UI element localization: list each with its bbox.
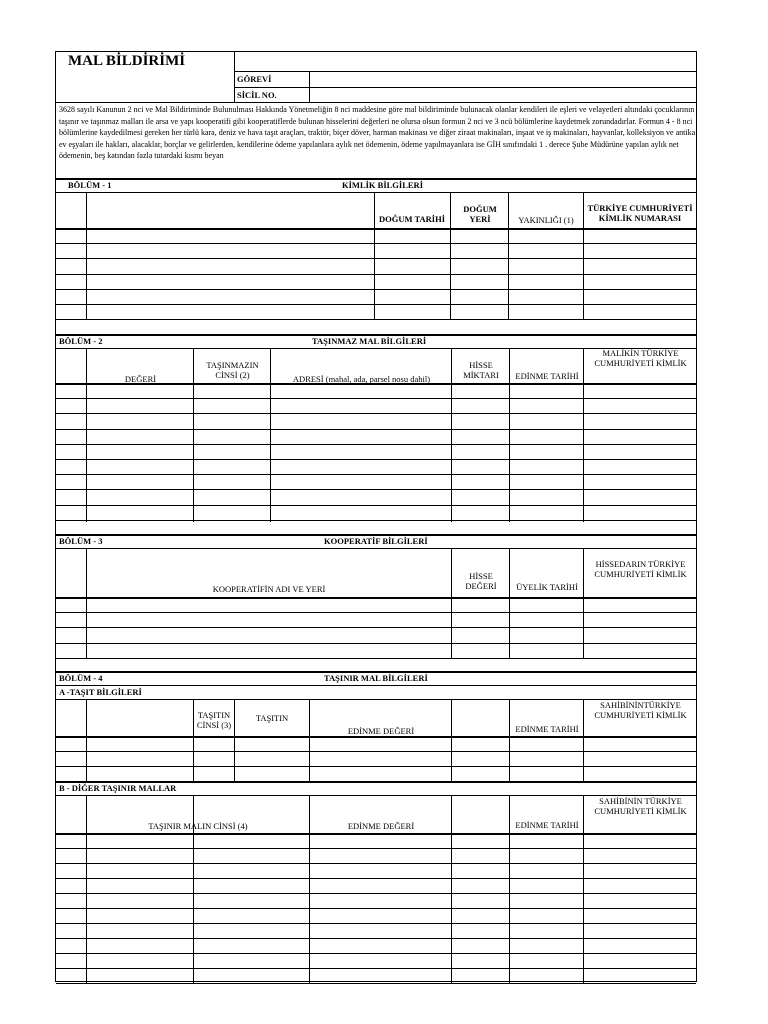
- sb-cell[interactable]: [584, 924, 695, 937]
- sb-cell[interactable]: [510, 909, 582, 922]
- s1-col-yakinligi: YAKINLIĞI (1): [518, 215, 574, 225]
- s3-cell[interactable]: [452, 598, 508, 611]
- section-4-title: TAŞINIR MAL BİLGİLERİ: [324, 673, 428, 683]
- s3-cell[interactable]: [57, 613, 85, 626]
- s2-cell[interactable]: [57, 399, 85, 412]
- s2-cell[interactable]: [452, 414, 508, 427]
- s1-cell[interactable]: [451, 229, 507, 242]
- sb-col-tasinir-cinsi: TAŞINIR MALIN CİNSİ (4): [148, 821, 248, 831]
- sb-cell[interactable]: [452, 879, 508, 892]
- s2-cell[interactable]: [87, 506, 192, 519]
- sb-cell[interactable]: [510, 834, 582, 847]
- sb-row-line: [56, 983, 696, 984]
- sb-cell[interactable]: [510, 894, 582, 907]
- s1-cell[interactable]: [451, 259, 507, 272]
- s2-cell[interactable]: [87, 490, 192, 503]
- sb-cell[interactable]: [452, 894, 508, 907]
- s3-cell[interactable]: [510, 613, 582, 626]
- sb-cell[interactable]: [87, 834, 192, 847]
- section-2-title: TAŞINMAZ MAL BİLGİLERİ: [312, 336, 427, 346]
- sb-col-edinme-degeri: EDİNME DEĞERİ: [347, 821, 415, 831]
- s1-cell[interactable]: [584, 290, 695, 303]
- sa-cell[interactable]: [194, 752, 233, 765]
- section-3-title: KOOPERATİF BİLGİLERİ: [324, 536, 428, 546]
- sb-cell[interactable]: [510, 924, 582, 937]
- s3-cell[interactable]: [57, 644, 85, 657]
- s2-col-tasinmaz-cinsi: TAŞINMAZIN CİNSİ (2): [206, 360, 259, 380]
- sb-cell[interactable]: [584, 969, 695, 982]
- sa-cell[interactable]: [57, 767, 85, 780]
- sa-cell[interactable]: [584, 752, 695, 765]
- sb-cell[interactable]: [87, 909, 192, 922]
- s2-cell[interactable]: [510, 384, 582, 397]
- sa-col-tasitin: TAŞITIN: [255, 713, 289, 723]
- s2-cell[interactable]: [194, 490, 269, 503]
- sub-b-title: B - DİĞER TAŞINIR MALLAR: [59, 783, 177, 793]
- s2-col-edinme-tarihi: EDİNME TARİHİ: [515, 371, 579, 381]
- s2-cell[interactable]: [87, 414, 192, 427]
- sa-col-edinme-degeri: EDİNME DEĞERİ: [347, 726, 415, 736]
- gorevi-label: GÖREVİ: [237, 74, 272, 84]
- s2-cell[interactable]: [87, 430, 192, 443]
- sa-cell[interactable]: [584, 737, 695, 750]
- s1-cell[interactable]: [509, 305, 582, 318]
- s1-row-line: [56, 319, 696, 320]
- sa-cell[interactable]: [57, 737, 85, 750]
- sa-col-edinme-tarihi: EDİNME TARİHİ: [515, 724, 579, 734]
- s2-cell[interactable]: [57, 506, 85, 519]
- sb-cell[interactable]: [510, 954, 582, 967]
- s1-cell[interactable]: [87, 290, 373, 303]
- s3-cell[interactable]: [87, 613, 450, 626]
- s2-cell[interactable]: [510, 445, 582, 458]
- sb-cell[interactable]: [57, 894, 85, 907]
- s2-col-hisse-miktari: HİSSE MİKTARI: [463, 360, 499, 380]
- sa-cell[interactable]: [310, 752, 450, 765]
- s2-cell[interactable]: [452, 506, 508, 519]
- s2-row-line: [56, 520, 696, 521]
- s2-cell[interactable]: [194, 460, 269, 473]
- s1-cell[interactable]: [451, 244, 507, 257]
- sb-cell[interactable]: [452, 849, 508, 862]
- sb-cell[interactable]: [194, 834, 308, 847]
- section-3-title-line: [56, 548, 696, 549]
- s1-cell[interactable]: [87, 275, 373, 288]
- sb-cell[interactable]: [452, 969, 508, 982]
- s3-cell[interactable]: [87, 598, 450, 611]
- sb-cell[interactable]: [87, 954, 192, 967]
- sa-col-sahibi-tc: SAHİBİNİNTÜRKİYE CUMHURİYETİ KİMLİK: [594, 700, 687, 720]
- s3-cell[interactable]: [452, 613, 508, 626]
- s3-cell[interactable]: [510, 628, 582, 641]
- sb-cell[interactable]: [194, 879, 308, 892]
- s2-col-degeri: DEĞERİ: [124, 374, 157, 384]
- sa-cell[interactable]: [510, 752, 582, 765]
- s2-cell[interactable]: [271, 384, 450, 397]
- header-divider: [234, 52, 235, 102]
- sb-cell[interactable]: [310, 954, 450, 967]
- s1-cell[interactable]: [584, 244, 695, 257]
- s2-cell[interactable]: [194, 384, 269, 397]
- sa-cell[interactable]: [235, 752, 308, 765]
- s1-cell[interactable]: [584, 305, 695, 318]
- s2-cell[interactable]: [510, 475, 582, 488]
- s3-cell[interactable]: [452, 628, 508, 641]
- sa-cell[interactable]: [57, 752, 85, 765]
- s1-cell[interactable]: [584, 229, 695, 242]
- s1-cell[interactable]: [375, 244, 449, 257]
- s1-cell[interactable]: [584, 259, 695, 272]
- sb-cell[interactable]: [452, 909, 508, 922]
- s2-cell[interactable]: [271, 460, 450, 473]
- s2-cell[interactable]: [584, 430, 695, 443]
- section-1-label: BÖLÜM - 1: [68, 180, 112, 190]
- sb-cell[interactable]: [57, 909, 85, 922]
- sa-cell[interactable]: [194, 767, 233, 780]
- sb-cell[interactable]: [57, 924, 85, 937]
- sb-cell[interactable]: [584, 939, 695, 952]
- sa-cell[interactable]: [452, 737, 508, 750]
- s2-cell[interactable]: [271, 506, 450, 519]
- sb-cell[interactable]: [87, 864, 192, 877]
- sb-cell[interactable]: [310, 879, 450, 892]
- sb-cell[interactable]: [87, 924, 192, 937]
- sb-cell[interactable]: [584, 834, 695, 847]
- s1-cell[interactable]: [375, 259, 449, 272]
- s2-cell[interactable]: [194, 399, 269, 412]
- sb-cell[interactable]: [452, 864, 508, 877]
- s3-cell[interactable]: [584, 598, 695, 611]
- sa-cell[interactable]: [194, 737, 233, 750]
- s2-cell[interactable]: [584, 445, 695, 458]
- s1-cell[interactable]: [57, 275, 85, 288]
- s3-cell[interactable]: [57, 598, 85, 611]
- mal-bildirimi-form: [55, 51, 697, 982]
- s2-cell[interactable]: [194, 506, 269, 519]
- sb-cell[interactable]: [194, 924, 308, 937]
- s3-row-line: [56, 658, 696, 659]
- sb-cell[interactable]: [87, 879, 192, 892]
- sb-cell[interactable]: [510, 939, 582, 952]
- header-line: [234, 87, 696, 88]
- s2-col-adresi: ADRESİ (mahal, ada, parsel nosu dahil): [292, 374, 431, 384]
- s1-col-dogum-yeri: DOĞUM YERİ: [463, 204, 497, 224]
- s2-cell[interactable]: [510, 414, 582, 427]
- s2-cell[interactable]: [271, 399, 450, 412]
- sb-cell[interactable]: [310, 924, 450, 937]
- sa-cell[interactable]: [87, 737, 192, 750]
- sa-cell[interactable]: [510, 737, 582, 750]
- s1-cell[interactable]: [509, 229, 582, 242]
- sb-cell[interactable]: [194, 954, 308, 967]
- sb-cell[interactable]: [57, 879, 85, 892]
- s2-cell[interactable]: [57, 460, 85, 473]
- sb-cell[interactable]: [584, 879, 695, 892]
- s3-col-hisse-degeri: HİSSE DEĞERİ: [465, 571, 497, 591]
- section-4-label: BÖLÜM - 4: [59, 673, 103, 683]
- s2-cell[interactable]: [510, 399, 582, 412]
- s3-col-hissedar-tc: HİSSEDARIN TÜRKİYE CUMHURİYETİ KİMLİK: [594, 559, 687, 579]
- s1-cell[interactable]: [57, 305, 85, 318]
- s2-cell[interactable]: [87, 384, 192, 397]
- sb-cell[interactable]: [57, 834, 85, 847]
- sb-cell[interactable]: [584, 864, 695, 877]
- s2-cell[interactable]: [57, 384, 85, 397]
- s2-cell[interactable]: [87, 399, 192, 412]
- sicil-no-label: SİCİL NO.: [237, 90, 277, 100]
- s2-cell[interactable]: [584, 490, 695, 503]
- s1-cell[interactable]: [509, 244, 582, 257]
- s2-cell[interactable]: [584, 399, 695, 412]
- sa-cell[interactable]: [310, 767, 450, 780]
- s3-cell[interactable]: [584, 644, 695, 657]
- s2-col-malik-tc: MALİKİN TÜRKİYE CUMHURİYETİ KİMLİK: [594, 348, 687, 368]
- s2-cell[interactable]: [452, 475, 508, 488]
- sb-cell[interactable]: [57, 969, 85, 982]
- s3-cell[interactable]: [87, 644, 450, 657]
- sub-a-title: A -TAŞIT BİLGİLERİ: [59, 687, 142, 697]
- sb-cell[interactable]: [87, 894, 192, 907]
- sa-cell[interactable]: [452, 767, 508, 780]
- s2-cell[interactable]: [584, 384, 695, 397]
- s1-cell[interactable]: [509, 259, 582, 272]
- sa-cell[interactable]: [452, 752, 508, 765]
- section-2-label: BÖLÜM - 2: [59, 336, 103, 346]
- s2-cell[interactable]: [584, 414, 695, 427]
- s2-cell[interactable]: [271, 475, 450, 488]
- s2-cell[interactable]: [510, 460, 582, 473]
- s1-cell[interactable]: [375, 305, 449, 318]
- s1-cell[interactable]: [375, 290, 449, 303]
- s2-cell[interactable]: [57, 414, 85, 427]
- header-line: [234, 71, 696, 72]
- s2-cell[interactable]: [452, 490, 508, 503]
- s1-col-tc-kimlik: TÜRKİYE CUMHURİYETİ KİMLİK NUMARASI: [587, 203, 693, 223]
- sa-cell[interactable]: [87, 767, 192, 780]
- sb-cell[interactable]: [310, 834, 450, 847]
- sb-cell[interactable]: [87, 969, 192, 982]
- sa-cell[interactable]: [510, 767, 582, 780]
- section-1-title: KİMLİK BİLGİLERİ: [342, 180, 424, 190]
- s2-cell[interactable]: [271, 445, 450, 458]
- s3-cell[interactable]: [452, 644, 508, 657]
- s3-cell[interactable]: [87, 628, 450, 641]
- s2-cell[interactable]: [452, 384, 508, 397]
- s2-cell[interactable]: [510, 430, 582, 443]
- s1-cell[interactable]: [451, 275, 507, 288]
- s1-cell[interactable]: [57, 259, 85, 272]
- s2-cell[interactable]: [194, 430, 269, 443]
- sb-cell[interactable]: [194, 909, 308, 922]
- sb-cell[interactable]: [57, 864, 85, 877]
- s2-cell[interactable]: [57, 490, 85, 503]
- s1-cell[interactable]: [87, 305, 373, 318]
- s1-cell[interactable]: [87, 244, 373, 257]
- sa-cell[interactable]: [87, 752, 192, 765]
- sb-cell[interactable]: [310, 909, 450, 922]
- s3-cell[interactable]: [584, 628, 695, 641]
- s3-cell[interactable]: [510, 598, 582, 611]
- header-line: [56, 102, 696, 103]
- sb-cell[interactable]: [194, 864, 308, 877]
- sb-cell[interactable]: [310, 939, 450, 952]
- sb-cell[interactable]: [510, 849, 582, 862]
- section-4-title-line: [56, 685, 696, 686]
- s1-cell[interactable]: [451, 305, 507, 318]
- sb-cell[interactable]: [452, 954, 508, 967]
- sb-cell[interactable]: [310, 864, 450, 877]
- s2-cell[interactable]: [510, 506, 582, 519]
- s2-cell[interactable]: [271, 430, 450, 443]
- sb-cell[interactable]: [584, 909, 695, 922]
- s1-cell[interactable]: [584, 275, 695, 288]
- s2-cell[interactable]: [57, 430, 85, 443]
- sb-cell[interactable]: [87, 939, 192, 952]
- s2-cell[interactable]: [584, 460, 695, 473]
- sa-cell[interactable]: [235, 767, 308, 780]
- s2-cell[interactable]: [87, 475, 192, 488]
- s3-cell[interactable]: [510, 644, 582, 657]
- s2-cell[interactable]: [452, 399, 508, 412]
- sb-cell[interactable]: [310, 849, 450, 862]
- sb-cell[interactable]: [57, 939, 85, 952]
- sb-cell[interactable]: [510, 864, 582, 877]
- s2-cell[interactable]: [584, 475, 695, 488]
- s2-cell[interactable]: [271, 490, 450, 503]
- sb-cell[interactable]: [584, 954, 695, 967]
- sb-col-sahibi-tc: SAHİBİNİN TÜRKİYE CUMHURİYETİ KİMLİK: [594, 796, 687, 816]
- s1-cell[interactable]: [509, 290, 582, 303]
- s2-cell[interactable]: [271, 414, 450, 427]
- s1-cell[interactable]: [87, 229, 373, 242]
- s3-cell[interactable]: [584, 613, 695, 626]
- sb-cell[interactable]: [452, 834, 508, 847]
- section-1-title-line: [56, 192, 696, 193]
- sb-cell[interactable]: [194, 894, 308, 907]
- s3-cell[interactable]: [57, 628, 85, 641]
- sb-cell[interactable]: [87, 849, 192, 862]
- s2-cell[interactable]: [194, 445, 269, 458]
- s2-cell[interactable]: [452, 445, 508, 458]
- sa-cell[interactable]: [235, 737, 308, 750]
- sb-cell[interactable]: [57, 954, 85, 967]
- sb-cell[interactable]: [310, 969, 450, 982]
- s2-cell[interactable]: [87, 445, 192, 458]
- sb-cell[interactable]: [194, 969, 308, 982]
- s2-cell[interactable]: [87, 460, 192, 473]
- s1-cell[interactable]: [375, 229, 449, 242]
- sa-col-tasit-cinsi: TAŞITIN CİNSİ (3): [196, 710, 232, 730]
- sb-cell[interactable]: [584, 849, 695, 862]
- intro-text: 3628 sayılı Kanunun 2 nci ve Mal Bildiriminde Bulunulması Hakkında Yönetmeliğin 8 nci maddesine göre mal bildiriminde bulunacak olanlar kendileri ile eşleri ve velayetleri altındaki çocuklarının taşınır ve taşınmaz malları ile arsa ve yapı kooperatifi gibi kooperatiflerde bulunan hisselerini değerleri ne olursa olsun formun 2 nci ve 3 ncü bölümlerine kaydetmek zorundadırlar. Formun 4 - 8 nci bölümlerine kaydedilmesi gereken her türlü kara, deniz ve hava taşıt araçları, traktör, biçer döver, harman makinası ve diğer ziraat makinaları, inşaat ve iş makinaları, hayvanlar, kolleksiyon ve antika ev eşyaları ile hakları, alacaklar, borçlar ve gelirlerden, kendilerine ödeme yapılanlara aylık net ödemenin, ödeme yapılmayanlara ise GİH sınıfındaki 1 . derece Şube Müdürüne yapılan aylık net ödemenin, beş katından fazla tutardaki kısmı beyan: [59, 105, 696, 160]
- s1-col-dogum-tarihi: DOĞUM TARİHİ: [378, 214, 446, 224]
- sb-cell[interactable]: [194, 849, 308, 862]
- sb-cell[interactable]: [194, 939, 308, 952]
- s2-cell[interactable]: [57, 445, 85, 458]
- s1-cell[interactable]: [57, 229, 85, 242]
- s3-col-uyelik-tarihi: ÜYELİK TARİHİ: [516, 582, 578, 592]
- s2-cell[interactable]: [452, 460, 508, 473]
- sb-cell[interactable]: [452, 924, 508, 937]
- section-3-label: BÖLÜM - 3: [59, 536, 103, 546]
- s1-cell[interactable]: [509, 275, 582, 288]
- sb-cell[interactable]: [510, 879, 582, 892]
- form-title: MAL BİLDİRİMİ: [68, 53, 186, 69]
- s1-cell[interactable]: [57, 244, 85, 257]
- s2-cell[interactable]: [194, 475, 269, 488]
- s2-cell[interactable]: [584, 506, 695, 519]
- sb-cell[interactable]: [310, 894, 450, 907]
- sb-cell[interactable]: [584, 894, 695, 907]
- s2-cell[interactable]: [452, 430, 508, 443]
- s2-cell[interactable]: [510, 490, 582, 503]
- s3-col-kooperatif-adi: KOOPERATİFİN ADI VE YERİ: [212, 584, 326, 594]
- s1-cell[interactable]: [375, 275, 449, 288]
- sb-col-edinme-tarihi: EDİNME TARİHİ: [515, 820, 579, 830]
- sicil-no-field[interactable]: [312, 89, 692, 101]
- s2-cell[interactable]: [57, 475, 85, 488]
- sa-cell[interactable]: [310, 737, 450, 750]
- s2-cell[interactable]: [194, 414, 269, 427]
- s1-cell[interactable]: [87, 259, 373, 272]
- s1-cell[interactable]: [451, 290, 507, 303]
- sa-cell[interactable]: [584, 767, 695, 780]
- gorevi-field[interactable]: [312, 74, 692, 86]
- s1-cell[interactable]: [57, 290, 85, 303]
- sb-cell[interactable]: [510, 969, 582, 982]
- sb-cell[interactable]: [57, 849, 85, 862]
- sb-cell[interactable]: [452, 939, 508, 952]
